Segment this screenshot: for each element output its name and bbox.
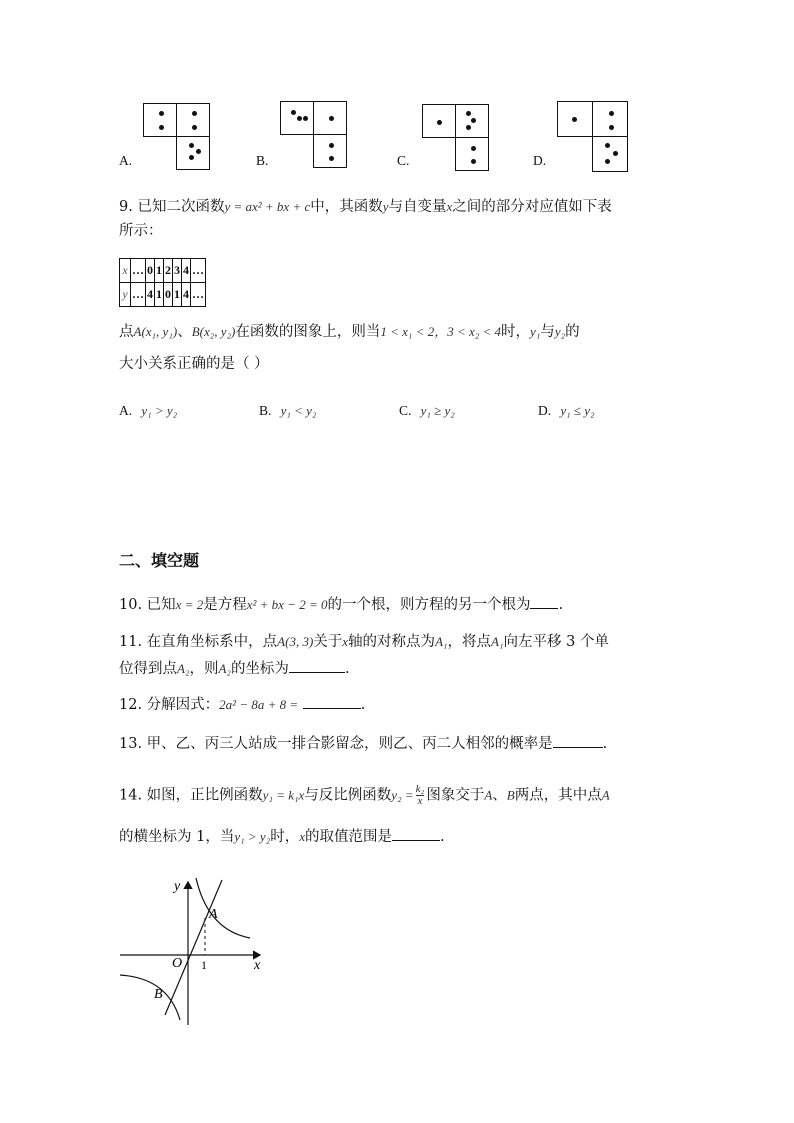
die-face-1	[313, 101, 347, 135]
answer-blank[interactable]	[289, 658, 345, 673]
die-face-3	[176, 136, 210, 170]
point-a-label: A	[209, 907, 218, 922]
x-axis-label: x	[254, 958, 261, 973]
q9-value-table	[119, 258, 206, 307]
q9-line1: 9. 已知二次函数y = ax² + bx + c中，其函数y与自变量x之间的部分对应值如下表	[119, 199, 612, 215]
answer-blank[interactable]	[530, 594, 558, 609]
point-b-label: B	[154, 987, 163, 1002]
origin-label: O	[172, 956, 183, 971]
die-face-3	[455, 104, 489, 138]
choice-c: C. y₁ ≥ y₂	[399, 403, 455, 418]
table-row: y … 4 1 0 1 4 …	[120, 283, 206, 307]
table-row: x … 0 1 2 3 4 …	[120, 259, 206, 283]
q11-line1: 11. 在直角坐标系中，点A(3, 3)关于x轴的对称点为A₁，将点A₁向左平移 3 个单	[119, 634, 609, 650]
answer-blank[interactable]	[303, 694, 361, 709]
function-graph	[110, 870, 280, 1030]
hyperbola-branch-upper	[196, 878, 250, 938]
proportional-line	[165, 880, 222, 1015]
q12: 12. 分解因式：2a² − 8a + 8 = .	[119, 694, 365, 715]
option-label: D.	[533, 153, 547, 168]
die-face-2	[455, 137, 489, 171]
option-label: C.	[397, 153, 410, 168]
fraction: $\frac{\text{k₂}}{x}$	[415, 783, 425, 807]
q10: 10. 已知x = 2是方程x² + bx − 2 = 0的一个根，则方程的另一个根为 .	[119, 594, 563, 615]
q13: 13. 甲、乙、丙三人站成一排合影留念，则乙、丙二人相邻的概率是 .	[119, 733, 607, 754]
option-label: A.	[119, 153, 133, 168]
q9-line4: 大小关系正确的是（ ）	[119, 356, 269, 372]
q14-line1: 14. 如图，正比例函数y₁ = k₁x与反比例函数y₂ = $\frac{\text{k₂}}{x}$ 图象交于A、B两点，其中点A	[119, 783, 610, 807]
y-axis-label: y	[174, 879, 181, 894]
quadratic-function: y = ax² + bx + c	[224, 199, 311, 214]
answer-blank[interactable]	[553, 733, 603, 748]
tick-label-1: 1	[201, 958, 207, 972]
die-face-3	[592, 136, 628, 172]
choice-b: B. y₁ < y₂	[259, 403, 317, 418]
q11-line2: 位得到点A₂，则A₂的坐标为 .	[119, 658, 350, 679]
option-label: B.	[256, 153, 269, 168]
die-face-1	[557, 101, 593, 137]
die-face-2	[176, 103, 210, 137]
q9-line3: 点A(x₁, y₁)、B(x₂, y₂)在函数的图象上，则当1 < x₁ < 2，3 < x₂ < 4时，y₁与y₂的	[119, 324, 580, 340]
q9-line2: 所示：	[119, 223, 163, 239]
die-face-2	[313, 134, 347, 168]
answer-blank[interactable]	[392, 826, 440, 841]
die-face-2	[143, 103, 177, 137]
section-title: 二、填空题	[119, 551, 200, 570]
hyperbola-branch-lower	[120, 975, 180, 1020]
die-face-1	[422, 104, 456, 138]
choice-a: A. y₁ > y₂	[119, 403, 178, 418]
die-face-3	[280, 101, 314, 135]
die-face-2	[592, 101, 628, 137]
q14-line2: 的横坐标为 1，当y₁ > y₂时，x的取值范围是 .	[119, 826, 445, 847]
choice-d: D. y₁ ≤ y₂	[538, 403, 595, 418]
